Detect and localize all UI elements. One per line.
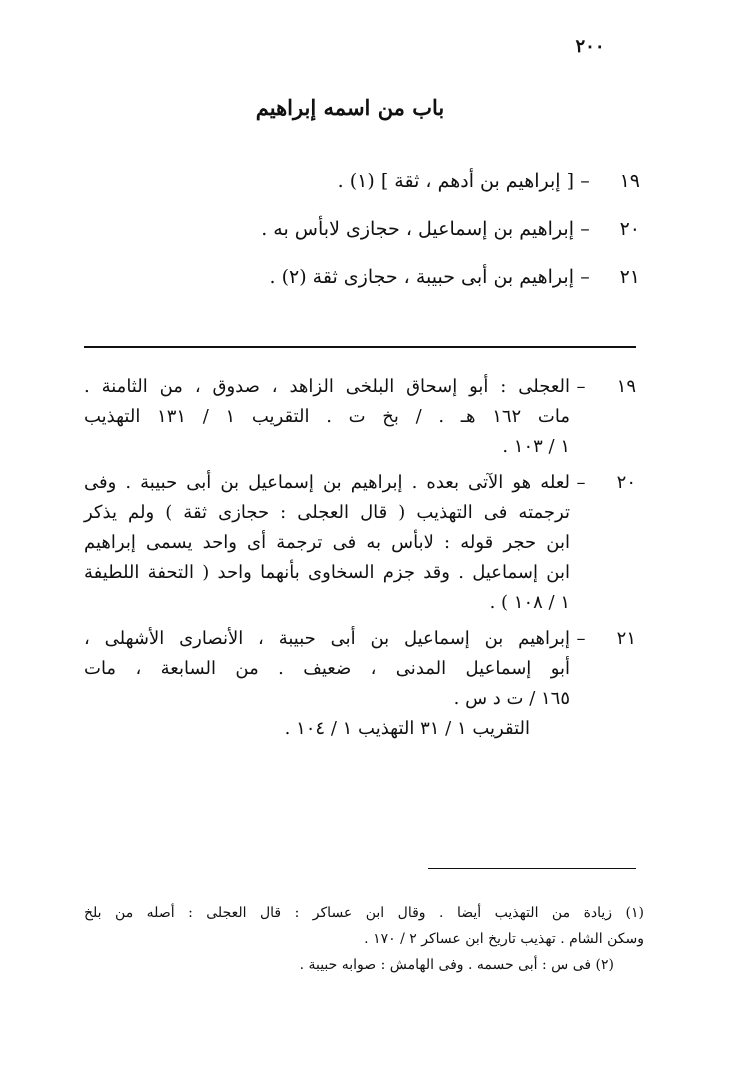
entry-dash: – <box>580 218 590 240</box>
footnote-divider <box>428 868 636 869</box>
entry-number: ١٩ <box>619 170 640 192</box>
note-line: إبراهيم بن إسماعيل بن أبى حبيبة ، الأنصارى الأشهلى ، <box>84 628 570 649</box>
note-line: ١٦٥ / ت د س . <box>453 688 570 709</box>
note-20 <box>84 468 636 618</box>
section-divider <box>84 346 636 348</box>
footnote-1-line: (١) زيادة من التهذيب أيضا . وقال ابن عساكر : قال العجلى : أصله من بلخ <box>84 905 644 921</box>
entry-text: [ إبراهيم بن أدهم ، ثقة ] (١) . <box>337 170 574 192</box>
note-19 <box>84 372 636 462</box>
entry-19 <box>170 170 640 218</box>
note-line: ابن إسماعيل . وقد جزم السخاوى بأنهما واحد ( التحفة اللطيفة <box>84 562 570 583</box>
note-21 <box>84 624 636 744</box>
note-number: ٢٠ <box>616 472 636 493</box>
note-dash: – <box>576 376 586 397</box>
footnote-2-line: (٢) فى س : أبى حسمه . وفى الهامش : صوابه حبيبة . <box>299 957 614 973</box>
note-reference: التقريب ١ / ٣١ التهذيب ١ / ١٠٤ . <box>284 718 530 739</box>
footnote-1-line: وسكن الشام . تهذيب تاريخ ابن عساكر ٢ / ١٧٠ . <box>364 931 644 947</box>
footnotes <box>84 900 644 978</box>
note-line: العجلى : أبو إسحاق البلخى الزاهد ، صدوق ، من الثامنة . <box>84 376 570 397</box>
note-body <box>84 624 570 744</box>
commentary-notes <box>84 372 636 750</box>
entry-text: إبراهيم بن إسماعيل ، حجازى لابأس به . <box>261 218 574 240</box>
entry-20 <box>170 218 640 266</box>
note-body <box>84 468 570 618</box>
entry-number: ٢١ <box>619 266 640 288</box>
entry-text: إبراهيم بن أبى حبيبة ، حجازى ثقة (٢) . <box>269 266 574 288</box>
chapter-title: باب من اسمه إبراهيم <box>255 95 445 120</box>
note-body <box>84 372 570 462</box>
note-line: ١ / ١٠٣ . <box>502 436 570 457</box>
entry-dash: – <box>580 266 590 288</box>
entry-dash: – <box>580 170 590 192</box>
note-line: ابن حجر قوله : لابأس به فى ترجمة أى واحد يسمى إبراهيم <box>84 532 570 553</box>
note-number: ٢١ <box>616 628 636 649</box>
note-dash: – <box>576 472 586 493</box>
entries-list <box>170 170 640 314</box>
note-line: لعله هو الآتى بعده . إبراهيم بن إسماعيل بن أبى حبيبة . وفى <box>84 472 570 493</box>
entry-number: ٢٠ <box>619 218 640 240</box>
note-line: أبو إسماعيل المدنى ، ضعيف . من السابعة ، مات <box>84 658 570 679</box>
entry-21 <box>170 266 640 314</box>
note-line: ١ / ١٠٨ ) . <box>489 592 570 613</box>
note-dash: – <box>576 628 586 649</box>
note-line: ترجمته فى التهذيب ( قال العجلى : حجازى ثقة ) ولم يذكر <box>84 502 570 523</box>
page-number: ٢٠٠ <box>575 36 605 57</box>
note-line: مات ١٦٢ هـ . / بخ ت . التقريب ١ / ١٣١ التهذيب <box>84 406 570 427</box>
note-number: ١٩ <box>616 376 636 397</box>
